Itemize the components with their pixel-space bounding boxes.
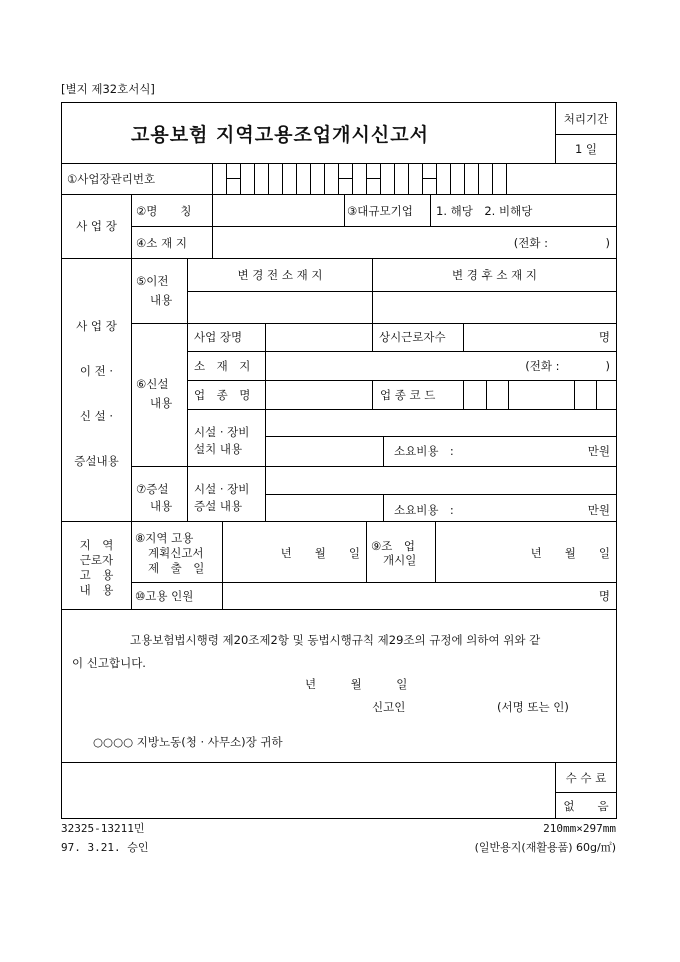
facility-label-2: 설치 내용	[194, 442, 243, 456]
employment-count-label: ⑩고용 인원	[135, 589, 194, 603]
workplace-address-label: ④소 재 지	[136, 236, 187, 250]
industry-code-label: 업 종 코 드	[380, 388, 436, 402]
processing-period-value: 1 일	[574, 142, 598, 156]
addressee: ○○○○ 지방노동(청 · 사무소)장 귀하	[93, 735, 283, 749]
workplace-mgmt-number-label: ①사업장관리번호	[67, 172, 156, 186]
workplace-phone-label: (전화 : )	[513, 236, 610, 250]
form-title: 고용보험 지역고용조업개시신고서	[131, 124, 429, 146]
form-number-label: [별지 제32호서식]	[61, 82, 155, 96]
operation-start-label-2: 개시일	[383, 553, 417, 567]
fee-label: 수 수 료	[565, 771, 607, 785]
workplace-name-label: ②명 칭	[136, 204, 192, 218]
new-establishment-label-2: 내용	[150, 396, 173, 410]
plan-submission-date: 년 월 일	[280, 546, 360, 560]
changes-section-label-3: 신 설 ·	[79, 409, 114, 423]
expansion-cost-unit: 만원	[587, 503, 610, 517]
location-label: 소 재 지	[194, 359, 251, 373]
facility-label-1: 시설 · 장비	[194, 425, 250, 439]
expansion-facility-label-1: 시설 · 장비	[194, 482, 250, 496]
operation-start-date: 년 월 일	[530, 546, 610, 560]
large-company-options: 1. 해당 2. 비해당	[436, 204, 533, 218]
declaration-date: 년 월 일	[305, 677, 408, 691]
plan-submission-label-2: 계획신고서	[148, 546, 204, 560]
reporter-label: 신고인	[372, 700, 406, 714]
regular-workers-unit: 명	[598, 330, 610, 344]
plan-submission-label-3: 제 출 일	[148, 561, 205, 575]
expansion-label-2: 내용	[150, 499, 173, 513]
expansion-facility-label-2: 증설 내용	[194, 499, 243, 513]
business-name-label: 사업 장명	[194, 330, 243, 344]
paper-size: 210mm×297mm	[543, 822, 616, 835]
employment-count-unit: 명	[598, 589, 610, 603]
regional-section-label-1: 지 역	[79, 538, 114, 552]
paper-type: (일반용지(재활용품) 60g/㎡)	[474, 841, 616, 854]
changes-section-label-4: 증설내용	[74, 454, 119, 468]
regular-workers-label: 상시근로자수	[379, 330, 446, 344]
industry-name-label: 업 종 명	[194, 388, 251, 402]
location-phone-label: (전화 : )	[525, 359, 610, 373]
plan-submission-label-1: ⑧지역 고용	[135, 531, 194, 545]
regional-section-label-3: 고 용	[79, 568, 114, 582]
operation-start-label-1: ⑨조 업	[371, 539, 416, 553]
expansion-cost-label: 소요비용 :	[394, 503, 454, 517]
before-address-header: 변 경 전 소 재 지	[237, 268, 323, 282]
approval-date: 97. 3.21. 승인	[61, 841, 149, 854]
declaration-text-1: 고용보험법시행령 제20조제2항 및 동법시행규칙 제29조의 규정에 의하여 위와 같	[130, 633, 541, 647]
declaration-text-2: 이 신고합니다.	[72, 656, 146, 670]
relocation-label-2: 내용	[150, 293, 173, 307]
changes-section-label-2: 이 전 ·	[79, 364, 114, 378]
relocation-label-1: ⑤이전	[136, 274, 169, 288]
after-address-header: 변 경 후 소 재 지	[452, 268, 537, 282]
regional-section-label-4: 내 용	[79, 583, 114, 597]
cost-unit: 만원	[587, 444, 610, 458]
regional-section-label-2: 근로자	[79, 553, 114, 567]
form-code: 32325-13211민	[61, 822, 145, 835]
large-company-label: ③대규모기업	[347, 204, 413, 218]
new-establishment-label-1: ⑥신설	[136, 377, 169, 391]
processing-period-label: 처리기간	[563, 112, 609, 126]
fee-value: 없 음	[563, 799, 609, 813]
workplace-section-label: 사 업 장	[76, 219, 117, 233]
signature-label: (서명 또는 인)	[497, 700, 569, 714]
cost-label: 소요비용 :	[394, 444, 454, 458]
changes-section-label-1: 사 업 장	[76, 319, 117, 333]
expansion-label-1: ⑦증설	[136, 482, 169, 496]
